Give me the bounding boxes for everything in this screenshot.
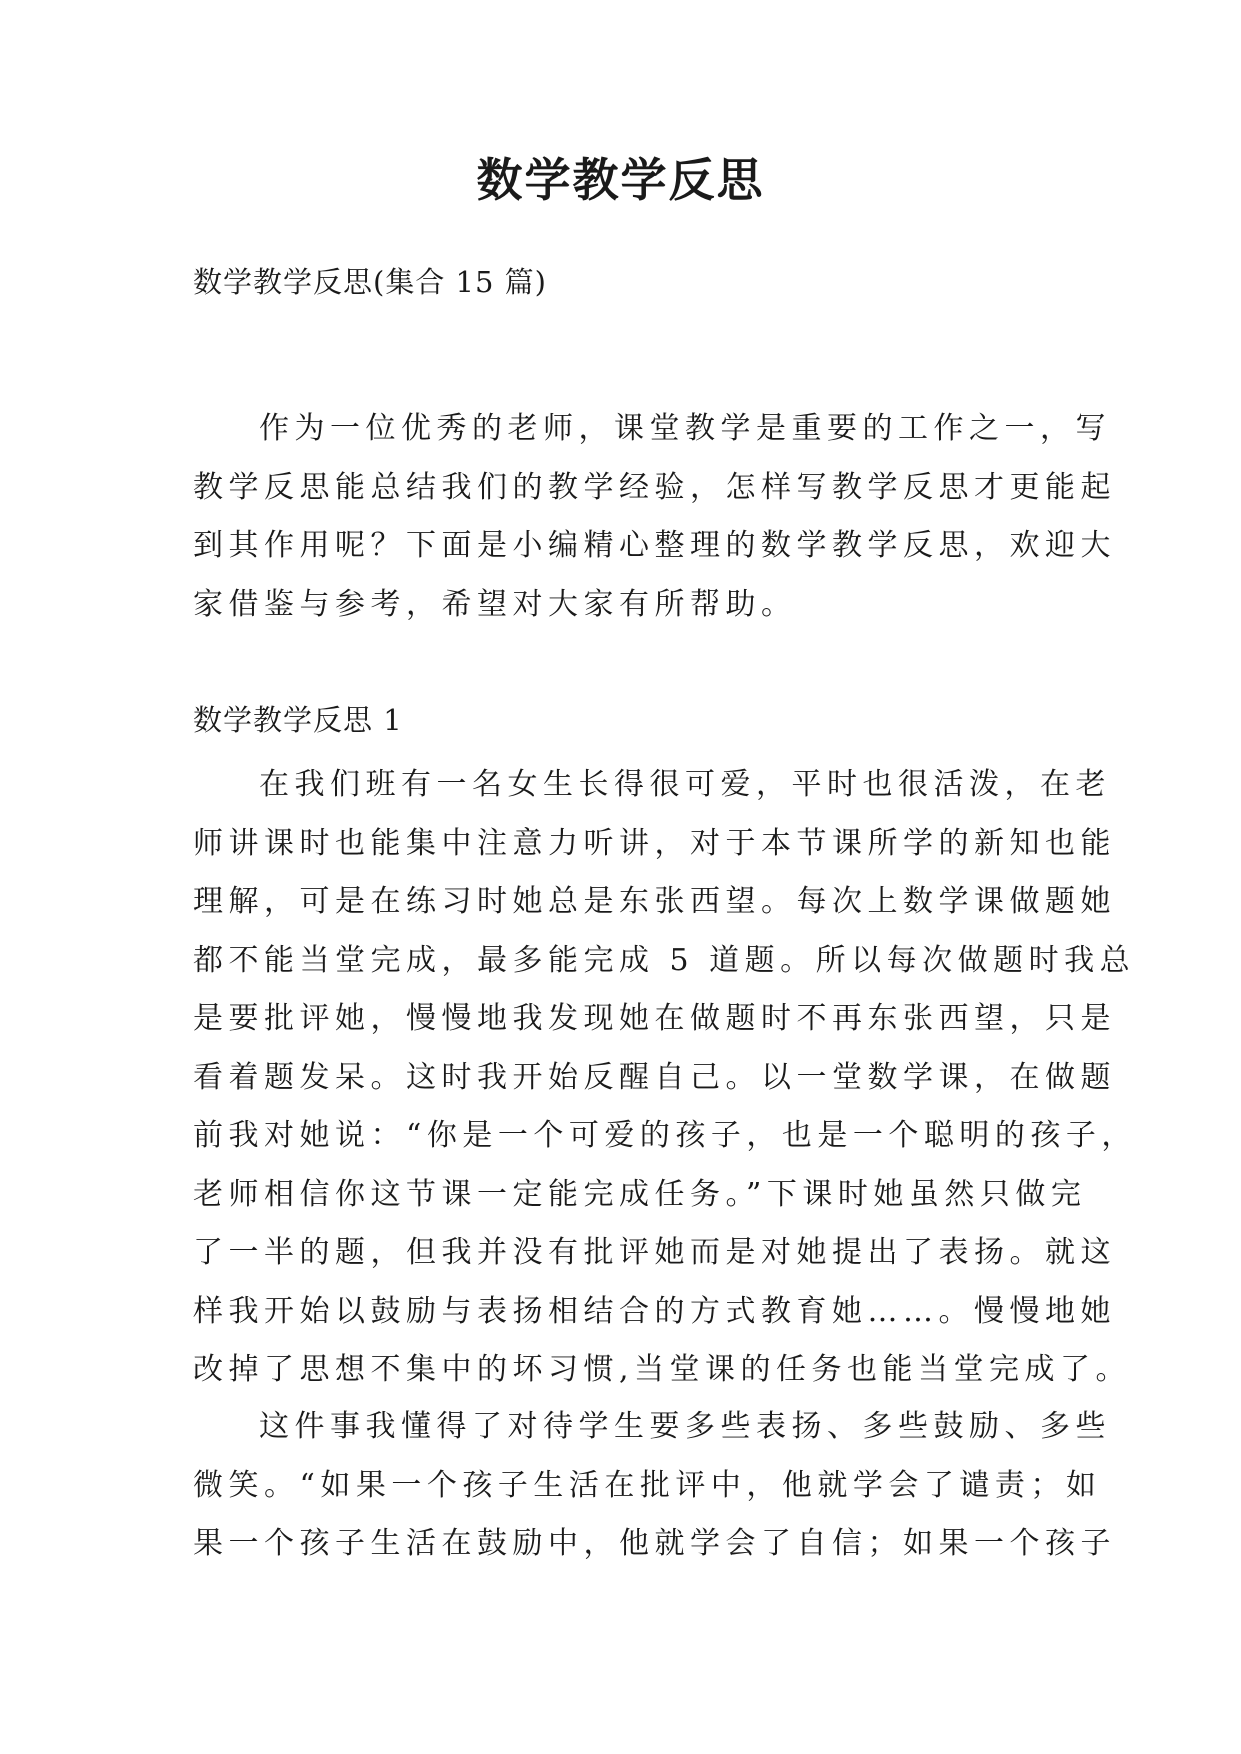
intro-paragraph (193, 400, 1116, 634)
paragraph-line: 都不能当堂完成，最多能完成 5 道题。所以每次做题时我总 (193, 942, 1136, 978)
paragraph-line: 在我们班有一名女生长得很可爱，平时也很活泼，在老 (259, 767, 1111, 802)
document-subtitle: 数学教学反思(集合 15 篇) (193, 265, 547, 299)
body-paragraph-1 (193, 756, 1137, 1400)
body-paragraph-2 (193, 1398, 1116, 1574)
paragraph-line: 改掉了思想不集中的坏习惯,当堂课的任务也能当堂完成了。 (193, 1352, 1132, 1387)
section-heading: 数学教学反思 1 (193, 703, 403, 737)
paragraph-line: 果一个孩子生活在鼓励中，他就学会了自信；如果一个孩子 (193, 1526, 1116, 1561)
intro-line: 作为一位优秀的老师，课堂教学是重要的工作之一，写 (259, 411, 1111, 446)
paragraph-line: 前我对她说：“你是一个可爱的孩子，也是一个聪明的孩子， (193, 1118, 1137, 1153)
paragraph-line: 微笑。“如果一个孩子生活在批评中，他就学会了谴责；如 (193, 1467, 1102, 1503)
intro-line: 到其作用呢？下面是小编精心整理的数学教学反思，欢迎大 (193, 528, 1116, 563)
paragraph-line: 看着题发呆。这时我开始反醒自己。以一堂数学课，在做题 (193, 1059, 1116, 1095)
intro-line: 教学反思能总结我们的教学经验，怎样写教学反思才更能起 (193, 469, 1116, 505)
paragraph-line: 这件事我懂得了对待学生要多些表扬、多些鼓励、多些 (259, 1409, 1111, 1444)
paragraph-line: 理解，可是在练习时她总是东张西望。每次上数学课做题她 (193, 884, 1116, 919)
paragraph-line: 师讲课时也能集中注意力听讲，对于本节课所学的新知也能 (193, 825, 1116, 861)
paragraph-line: 老师相信你这节课一定能完成任务。”下课时她虽然只做完 (193, 1176, 1087, 1212)
paragraph-line: 样我开始以鼓励与表扬相结合的方式教育她……。慢慢地她 (193, 1293, 1116, 1329)
paragraph-line: 了一半的题，但我并没有批评她而是对她提出了表扬。就这 (193, 1235, 1116, 1270)
intro-line: 家借鉴与参考，希望对大家有所帮助。 (193, 586, 797, 622)
paragraph-line: 是要批评她，慢慢地我发现她在做题时不再东张西望，只是 (193, 1001, 1116, 1036)
page-title: 数学教学反思 (476, 153, 765, 207)
